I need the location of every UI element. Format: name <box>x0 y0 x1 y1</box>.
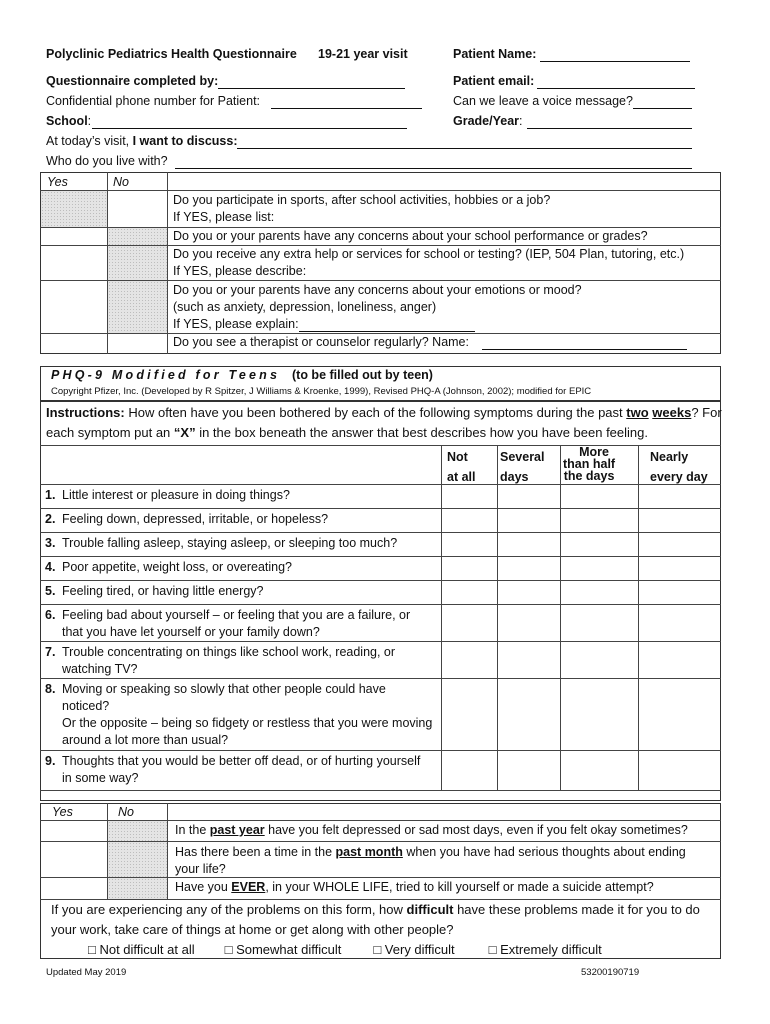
phq-answer-box[interactable] <box>561 557 637 579</box>
phq-item-text: in some way? <box>62 771 139 785</box>
risk-question: Has there been a time in the past month when you have had serious thoughts about ending <box>175 845 686 859</box>
yes-header: Yes <box>52 805 73 819</box>
completed-by-field[interactable] <box>218 76 405 89</box>
no-answer-box[interactable] <box>108 333 167 353</box>
phq-item-text: Thoughts that you would be better off dead, or of hurting yourself <box>62 754 421 768</box>
phq-answer-box[interactable] <box>639 509 720 531</box>
phq-item-text: Feeling down, depressed, irritable, or hopeless? <box>62 512 329 526</box>
risk-question: In the past year have you felt depressed or sad most days, even if you felt okay sometimes? <box>175 823 688 837</box>
phq-answer-box[interactable] <box>442 557 496 579</box>
phq-answer-box[interactable] <box>561 751 637 789</box>
phq-answer-box[interactable] <box>561 509 637 531</box>
phq-answer-box[interactable] <box>442 605 496 640</box>
question-text: Do you or your parents have any concerns about your school performance or grades? <box>173 229 648 243</box>
no-shaded-cell <box>108 246 167 280</box>
confidential-phone-field[interactable] <box>271 96 422 109</box>
phq-item-number: 9. <box>45 754 56 768</box>
phq-subtitle: (to be filled out by teen) <box>292 368 433 382</box>
confidential-phone-label: Confidential phone number for Patient: <box>46 94 261 108</box>
phq-item-text: Or the opposite – being so fidgety or restless that you were moving <box>62 716 433 730</box>
risk-question: Have you EVER, in your WHOLE LIFE, tried to kill yourself or made a suicide attempt? <box>175 880 654 894</box>
phq-answer-box[interactable] <box>442 581 496 603</box>
phq-title: PHQ-9 Modified for Teens <box>51 368 281 382</box>
question-text: Do you participate in sports, after school activities, hobbies or a job? <box>173 193 551 207</box>
school-field[interactable] <box>92 116 407 129</box>
grade-field[interactable] <box>527 116 692 129</box>
instructions: Instructions: How often have you been bothered by each of the following symptoms during the past two weeks? For <box>46 405 722 420</box>
phq-item-text: Feeling bad about yourself – or feeling that you are a failure, or <box>62 608 411 622</box>
option-extremely-difficult[interactable]: □ Extremely difficult <box>488 942 602 957</box>
question-text: Do you or your parents have any concerns about your emotions or mood? <box>173 283 582 297</box>
form-title: Polyclinic Pediatrics Health Questionnaire <box>46 47 297 61</box>
phq-item-text: noticed? <box>62 699 110 713</box>
phq-answer-box[interactable] <box>442 679 496 749</box>
phq-answer-box[interactable] <box>498 642 559 677</box>
phq-item-text: Poor appetite, weight loss, or overeating? <box>62 560 292 574</box>
school-label: School: <box>46 114 92 128</box>
no-shaded-cell <box>108 842 167 877</box>
phq-item-number: 2. <box>45 512 56 526</box>
phq-answer-box[interactable] <box>498 533 559 555</box>
phq-item-text: Moving or speaking so slowly that other people could have <box>62 682 386 696</box>
no-shaded-cell <box>108 228 167 245</box>
phq-column-header: More than half the days <box>563 445 616 483</box>
no-shaded-cell <box>108 281 167 333</box>
no-shaded-cell <box>108 878 167 899</box>
explain-field[interactable] <box>299 319 475 332</box>
discuss-label: At today’s visit, I want to discuss: <box>46 134 238 148</box>
patient-name-field[interactable] <box>540 49 690 62</box>
no-header: No <box>113 175 129 189</box>
yes-header: Yes <box>47 175 68 189</box>
question-text: (such as anxiety, depression, loneliness, anger) <box>173 300 437 314</box>
no-header: No <box>118 805 134 819</box>
phq-answer-box[interactable] <box>442 509 496 531</box>
phq-column-header: Nearly every day <box>650 450 708 484</box>
question-text: If YES, please explain: <box>173 317 299 331</box>
phq-item-number: 7. <box>45 645 56 659</box>
phq-item-number: 5. <box>45 584 56 598</box>
question-text: Do you receive any extra help or services for school or testing? (IEP, 504 Plan, tutoring, etc.) <box>173 247 685 261</box>
phq-answer-box[interactable] <box>639 605 720 640</box>
phq-answer-box[interactable] <box>561 642 637 677</box>
phq-answer-box[interactable] <box>561 581 637 603</box>
phq-item-text: around a lot more than usual? <box>62 733 229 747</box>
question-text: If YES, please describe: <box>173 264 307 278</box>
option-not-difficult[interactable]: □ Not difficult at all <box>88 942 195 957</box>
phq-item-text: Feeling tired, or having little energy? <box>62 584 264 598</box>
phq-answer-box[interactable] <box>498 581 559 603</box>
phq-copyright: Copyright Pfizer, Inc. (Developed by R Spitzer, J Williams & Kroenke, 1999), Revised PHQ-A (Johnson, 2002); modified for EPIC <box>51 386 592 397</box>
phq-item-text: Trouble concentrating on things like school work, reading, or <box>62 645 396 659</box>
visit-label: 19-21 year visit <box>318 47 408 61</box>
phq-answer-box[interactable] <box>442 642 496 677</box>
phq-item-number: 1. <box>45 488 56 502</box>
option-somewhat-difficult[interactable]: □ Somewhat difficult <box>224 942 342 957</box>
phq-answer-box[interactable] <box>498 485 559 507</box>
instructions-line-2: each symptom put an “X” in the box beneath the answer that best describes how you have been feeling. <box>46 425 648 440</box>
phq-item-number: 8. <box>45 682 56 696</box>
phq-answer-box[interactable] <box>442 485 496 507</box>
phq-answer-box[interactable] <box>498 509 559 531</box>
live-with-field[interactable] <box>175 156 692 169</box>
no-shaded-cell <box>108 821 167 841</box>
phq-answer-box[interactable] <box>561 679 637 749</box>
phq-column-header: Not at all <box>447 450 476 484</box>
phq-answer-box[interactable] <box>639 751 720 789</box>
yes-answer-box[interactable] <box>41 333 107 353</box>
difficulty-question-cont: your work, take care of things at home or get along with other people? <box>51 922 454 937</box>
phq-answer-box[interactable] <box>639 581 720 603</box>
yes-shaded-cell <box>41 191 107 227</box>
patient-email-label: Patient email: <box>453 74 535 88</box>
risk-question-cont: your life? <box>175 862 226 876</box>
phq-answer-box[interactable] <box>442 751 496 789</box>
phq-answer-box[interactable] <box>442 533 496 555</box>
phq-answer-box[interactable] <box>639 557 720 579</box>
phq-answer-box[interactable] <box>498 605 559 640</box>
phq-answer-box[interactable] <box>561 605 637 640</box>
phq-answer-box[interactable] <box>561 485 637 507</box>
phq-answer-box[interactable] <box>639 485 720 507</box>
yes-answer-box[interactable] <box>41 228 107 333</box>
phq-answer-box[interactable] <box>498 751 559 789</box>
phq-item-number: 3. <box>45 536 56 550</box>
difficulty-options <box>88 942 630 957</box>
discuss-field[interactable] <box>237 136 692 149</box>
phq-answer-box[interactable] <box>498 557 559 579</box>
no-answer-box[interactable] <box>108 191 167 227</box>
difficulty-question: If you are experiencing any of the problems on this form, how difficult have these problems made it for you to do <box>51 902 700 917</box>
question-text: If YES, please list: <box>173 210 275 224</box>
phq-item-text: Little interest or pleasure in doing things? <box>62 488 290 502</box>
option-very-difficult[interactable]: □ Very difficult <box>373 942 455 957</box>
phq-item-text: watching TV? <box>62 662 138 676</box>
phq-item-text: that you have let yourself or your family down? <box>62 625 320 639</box>
voice-message-label: Can we leave a voice message? <box>453 94 633 108</box>
phq-item-text: Trouble falling asleep, staying asleep, or sleeping too much? <box>62 536 398 550</box>
phq-answer-box[interactable] <box>639 533 720 555</box>
phq-answer-box[interactable] <box>498 679 559 749</box>
phq-answer-box[interactable] <box>639 679 720 749</box>
phq-column-header: Several days <box>500 450 545 484</box>
phq-item-number: 6. <box>45 608 56 622</box>
patient-email-field[interactable] <box>537 76 695 89</box>
grade-label: Grade/Year: <box>453 114 523 128</box>
question-text: Do you see a therapist or counselor regularly? Name: <box>173 335 469 349</box>
yes-answer-box[interactable] <box>41 821 107 899</box>
phq-answer-box[interactable] <box>639 642 720 677</box>
voice-message-field[interactable] <box>633 96 692 109</box>
updated-date: Updated May 2019 <box>46 967 127 978</box>
form-code: 53200190719 <box>581 967 640 978</box>
therapist-name-field[interactable] <box>482 337 687 350</box>
phq-answer-box[interactable] <box>561 533 637 555</box>
phq-item-number: 4. <box>45 560 56 574</box>
completed-by-label: Questionnaire completed by: <box>46 74 219 88</box>
patient-name-label: Patient Name: <box>453 47 537 61</box>
live-with-label: Who do you live with? <box>46 154 168 168</box>
